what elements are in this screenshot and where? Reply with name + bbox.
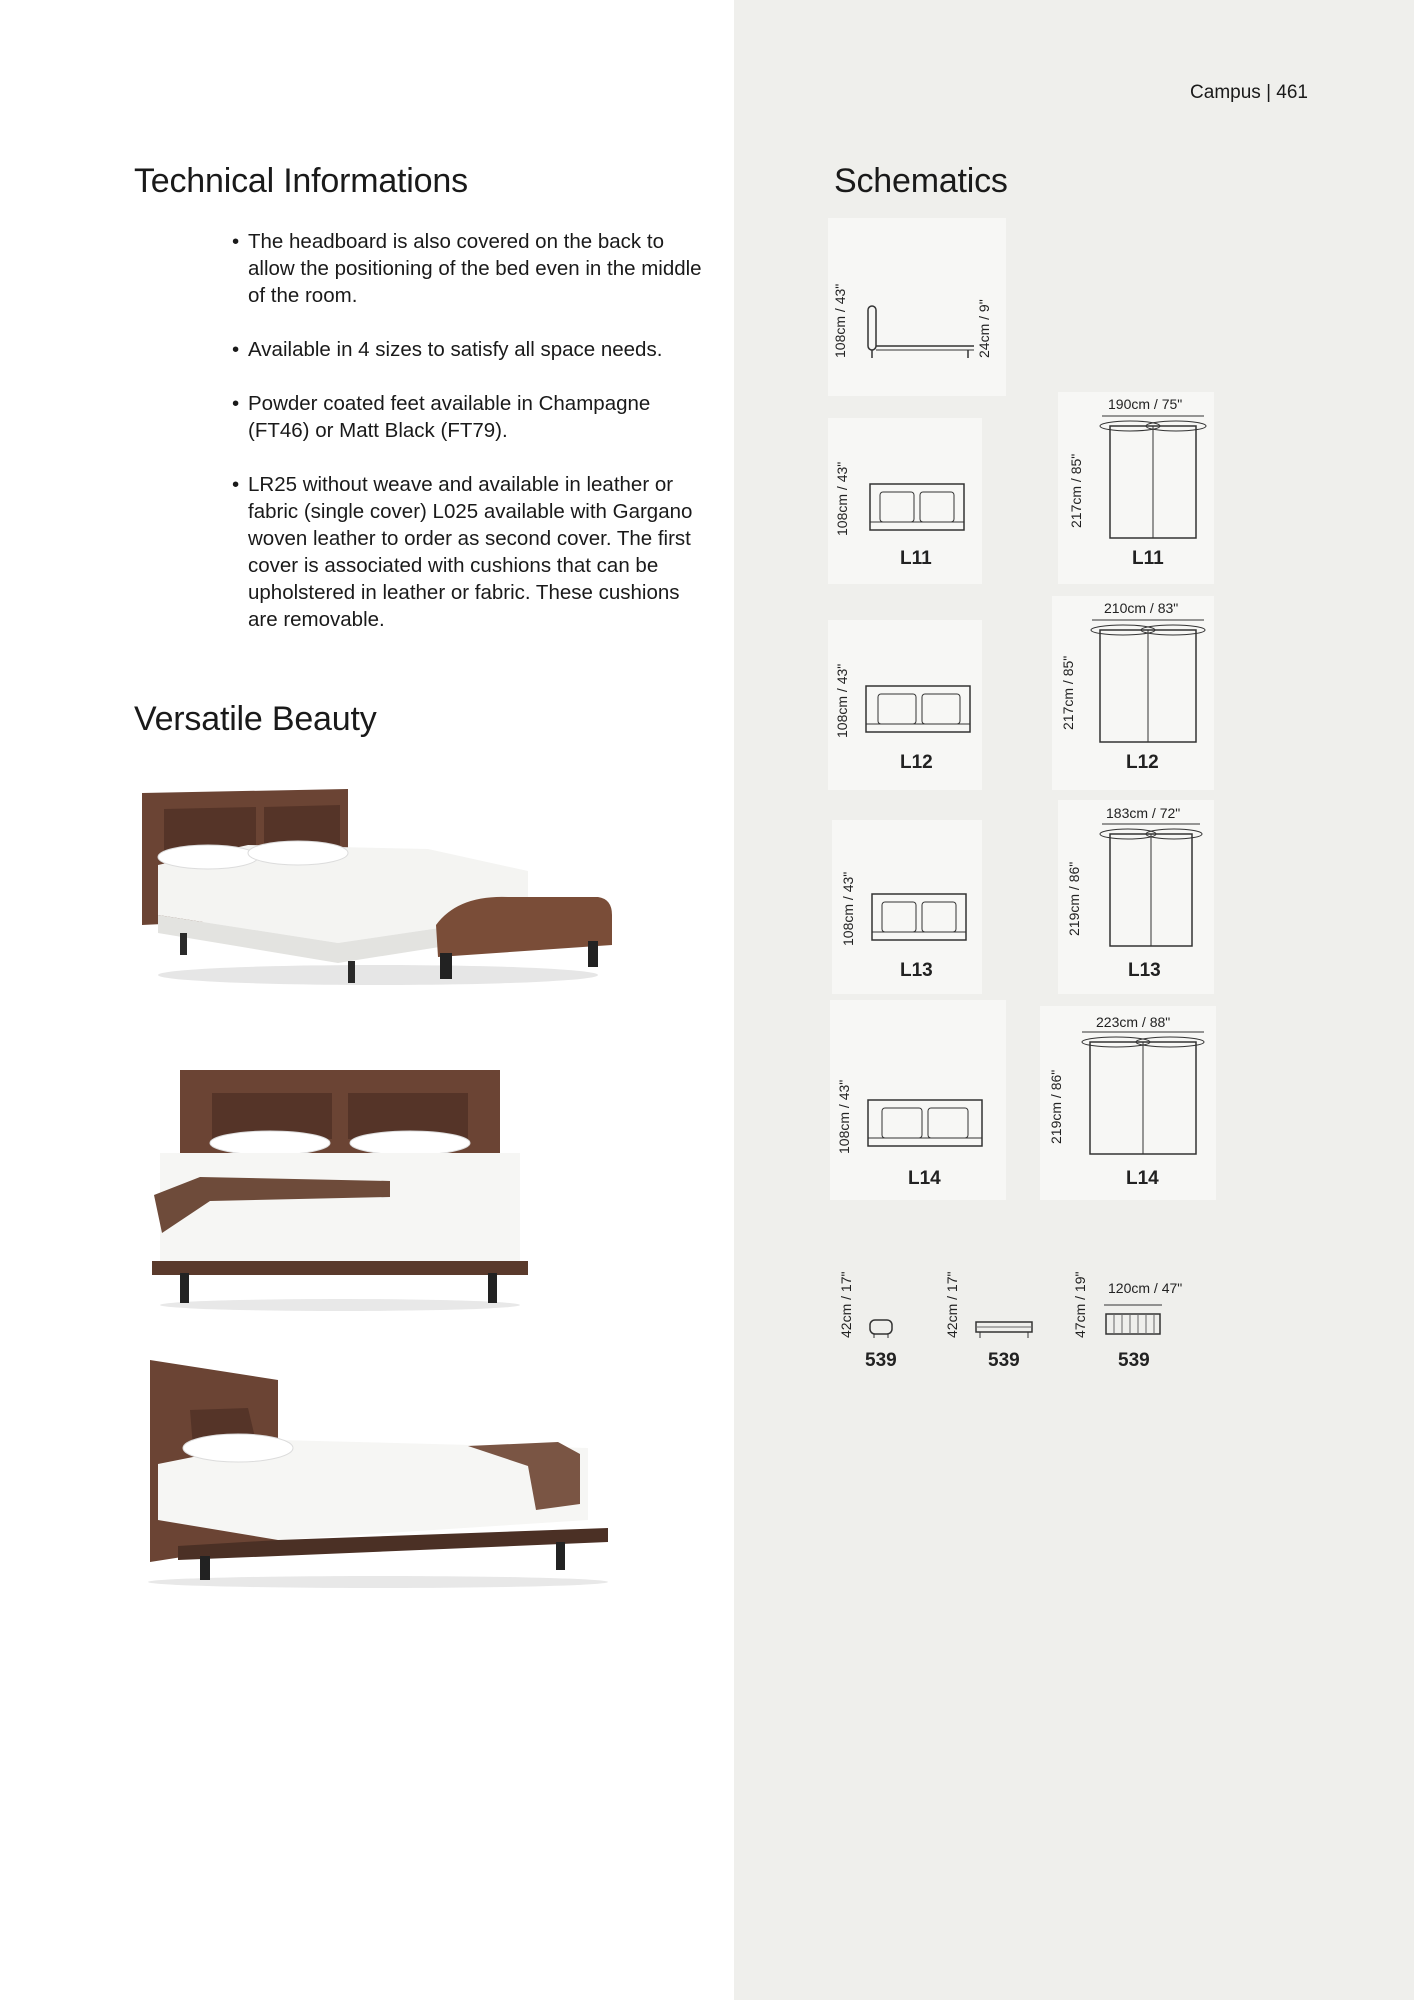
bench3-width: 120cm / 47": [1108, 1280, 1183, 1296]
l14-top-length: 219cm / 86": [1048, 1069, 1064, 1144]
l11-front-code: L11: [900, 548, 932, 569]
side-frame-label: 24cm / 9": [976, 299, 992, 358]
l14-top-drawing: [1080, 1030, 1206, 1158]
bench1-height: 42cm / 17": [838, 1271, 854, 1338]
versatile-beauty-heading: Versatile Beauty: [134, 700, 377, 738]
bench3-drawing: [1100, 1302, 1166, 1340]
bench2-drawing: [972, 1316, 1036, 1340]
l12-front-drawing: [864, 682, 974, 742]
l13-front-code: L13: [900, 960, 933, 981]
l13-front-drawing: [870, 890, 970, 950]
bullet-headboard: • The headboard is also covered on the back to allow the positioning of the bed even in the middle of the room.: [232, 228, 702, 309]
page-number: Campus | 461: [1190, 82, 1308, 103]
l11-front-drawing: [868, 480, 968, 540]
bench3-height: 47cm / 19": [1072, 1271, 1088, 1338]
l13-top-drawing: [1098, 822, 1204, 950]
schematics-heading: Schematics: [834, 162, 1008, 200]
bed-with-bench-photo: [128, 775, 618, 1015]
l11-top-length: 217cm / 85": [1068, 453, 1084, 528]
l12-top-drawing: [1090, 618, 1206, 746]
l14-top-code: L14: [1126, 1168, 1159, 1189]
bench1-drawing: [866, 1316, 896, 1340]
l11-top-width: 190cm / 75": [1108, 396, 1183, 412]
l12-front-code: L12: [900, 752, 933, 773]
l11-front-height: 108cm / 43": [834, 461, 850, 536]
bench2-height: 42cm / 17": [944, 1271, 960, 1338]
side-height-label: 108cm / 43": [832, 283, 848, 358]
l12-top-code: L12: [1126, 752, 1159, 773]
bullet-covers: • LR25 without weave and available in leather or fabric (single cover) L025 available with Gargano woven leather to order as second cover. The first cover is associated with cushions that can be upholstered in leather or fabric. These cushions are removable.: [232, 471, 702, 633]
l14-top-width: 223cm / 88": [1096, 1014, 1171, 1030]
l11-top-code: L11: [1132, 548, 1164, 569]
l11-top-drawing: [1098, 414, 1208, 542]
l13-top-width: 183cm / 72": [1106, 805, 1181, 821]
l14-front-code: L14: [908, 1168, 941, 1189]
bench2-code: 539: [988, 1350, 1020, 1371]
technical-bullets: [232, 228, 702, 660]
l14-front-drawing: [866, 1096, 986, 1156]
l13-top-code: L13: [1128, 960, 1161, 981]
bullet-feet: • Powder coated feet available in Champagne (FT46) or Matt Black (FT79).: [232, 390, 702, 444]
l13-top-length: 219cm / 86": [1066, 861, 1082, 936]
bed-front-photo: [140, 1065, 540, 1315]
bullet-sizes: • Available in 4 sizes to satisfy all space needs.: [232, 336, 702, 363]
l12-top-width: 210cm / 83": [1104, 600, 1179, 616]
side-view-drawing: [858, 296, 978, 360]
technical-informations-heading: Technical Informations: [134, 162, 468, 200]
bed-angled-photo: [128, 1350, 618, 1600]
l14-front-height: 108cm / 43": [836, 1079, 852, 1154]
bench3-code: 539: [1118, 1350, 1150, 1371]
l13-front-height: 108cm / 43": [840, 871, 856, 946]
l12-front-height: 108cm / 43": [834, 663, 850, 738]
bench1-code: 539: [865, 1350, 897, 1371]
l12-top-length: 217cm / 85": [1060, 655, 1076, 730]
